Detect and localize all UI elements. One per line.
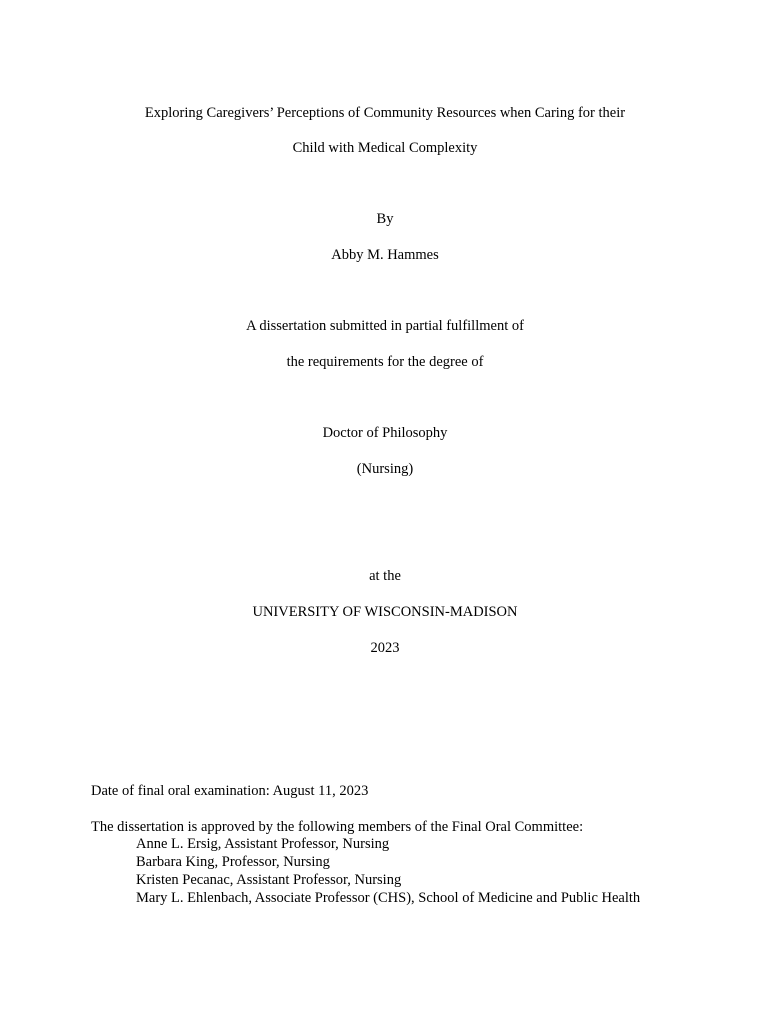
- degree-field: (Nursing): [356, 461, 414, 477]
- committee-intro: The dissertation is approved by the following members of the Final Oral Committee:: [91, 819, 584, 835]
- committee-member: Kristen Pecanac, Assistant Professor, Nursing: [136, 872, 402, 888]
- committee-member: Anne L. Ersig, Assistant Professor, Nursing: [136, 836, 390, 852]
- exam-date: Date of final oral examination: August 11, 2023: [91, 783, 369, 799]
- at-the-label: at the: [369, 568, 401, 584]
- by-label: By: [376, 211, 394, 227]
- author-name: Abby M. Hammes: [331, 247, 439, 263]
- university-name: UNIVERSITY OF WISCONSIN-MADISON: [252, 604, 518, 620]
- statement-line-2: the requirements for the degree of: [286, 354, 484, 370]
- degree-name: Doctor of Philosophy: [322, 425, 448, 441]
- title-line-2: Child with Medical Complexity: [292, 140, 478, 156]
- title-line-1: Exploring Caregivers’ Perceptions of Community Resources when Caring for their: [144, 105, 626, 121]
- committee-member: Mary L. Ehlenbach, Associate Professor (CHS), School of Medicine and Public Health: [136, 890, 641, 906]
- year: 2023: [370, 640, 400, 656]
- statement-line-1: A dissertation submitted in partial fulfillment of: [246, 318, 524, 334]
- committee-member: Barbara King, Professor, Nursing: [136, 854, 330, 870]
